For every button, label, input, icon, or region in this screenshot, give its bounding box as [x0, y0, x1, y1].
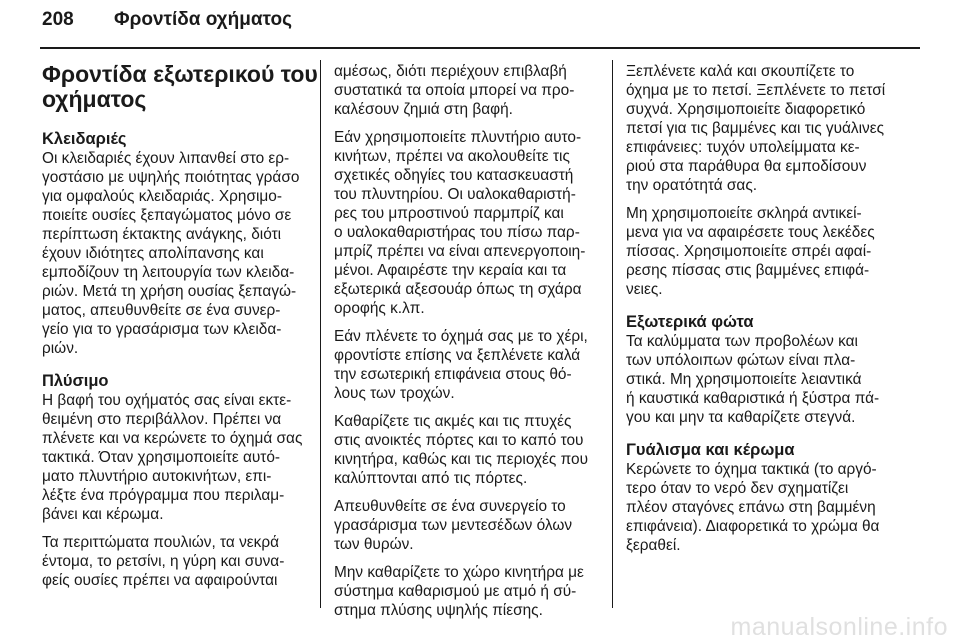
- text-line: ο υαλοκαθαριστήρας του πίσω παρ-: [334, 224, 580, 241]
- text-line: Οι κλειδαριές έχουν λιπανθεί στο ερ-: [42, 150, 290, 167]
- text-line: επιφάνειες: τυχόν υπολείμματα κε-: [626, 139, 860, 156]
- text-line: πίσσας. Χρησιμοποιείτε σπρέι αφαί-: [626, 243, 872, 260]
- text-line: έντομα, το ρετσίνι, η γύρη και συνα-: [42, 553, 285, 570]
- text-line: γοστάσιο με υψηλής ποιότητας γράσο: [42, 169, 300, 186]
- text-line: οροφής κ.λπ.: [334, 300, 425, 317]
- header-rule: [40, 47, 920, 49]
- text-line: σχετικές οδηγίες του κατασκευαστή: [334, 167, 574, 184]
- running-title: Φροντίδα οχήματος: [114, 9, 292, 30]
- paragraph: [334, 497, 602, 554]
- text-line: Κερώνετε το όχημα τακτικά (το αργό-: [626, 461, 877, 478]
- text-line: καλέσουν ζημιά στη βαφή.: [334, 101, 513, 118]
- paragraph: [334, 62, 602, 119]
- paragraph-polishing: [626, 460, 898, 555]
- paragraph: [334, 327, 602, 403]
- text-line: ξεραθεί.: [626, 537, 681, 554]
- text-line: Καθαρίζετε τις ακμές και τις πτυχές: [334, 413, 572, 430]
- text-line: Εάν πλένετε το όχημά σας με το χέρι,: [334, 328, 588, 345]
- text-line: επιφάνεια). Διαφορετικά το χρώμα θα: [626, 518, 880, 535]
- text-line: εξωτερικά αξεσουάρ όπως τη σχάρα: [334, 281, 582, 298]
- paragraph-washing-2: [42, 533, 306, 590]
- text-line: Εάν χρησιμοποιείτε πλυντήριο αυτο-: [334, 129, 582, 146]
- paragraph: [334, 563, 602, 620]
- text-line: φείς ουσίες πρέπει να αφαιρούνται: [42, 572, 278, 589]
- text-line: ή καυστικά καθαριστικά ή ξύστρα πά-: [626, 390, 880, 407]
- text-line: ριών.: [42, 340, 79, 357]
- paragraph: [626, 204, 898, 299]
- column-divider: [320, 60, 321, 608]
- heading-exterior-lights: Εξωτερικά φώτα: [626, 313, 754, 331]
- text-line: φροντίστε επίσης να ξεπλένετε καλά: [334, 347, 581, 364]
- text-line: πλέον σταγόνες επάνω στη βαμμένη: [626, 499, 876, 516]
- text-line: Τα περιττώματα πουλιών, τα νεκρά: [42, 534, 279, 551]
- heading-polishing: Γυάλισμα και κέρωμα: [626, 441, 795, 459]
- text-line: συχνά. Χρησιμοποιείτε διαφορετικό: [626, 101, 866, 118]
- section-title-line: οχήματος: [42, 86, 147, 112]
- text-line: νειες.: [626, 281, 663, 298]
- text-line: γου και μην τα καθαρίζετε στεγνά.: [626, 409, 856, 426]
- column-divider: [612, 60, 613, 608]
- text-line: έχουν ιδιότητες απολίπανσης και: [42, 245, 264, 262]
- text-line: για ομφαλούς κλειδαριάς. Χρησιμο-: [42, 188, 282, 205]
- text-line: τακτικά. Όταν χρησιμοποιείτε αυτό-: [42, 449, 281, 466]
- text-line: τερο όταν το νερό δεν σχηματίζει: [626, 480, 849, 497]
- column-3: [626, 62, 898, 564]
- text-line: ματος, απευθυνθείτε σε ένα συνερ-: [42, 302, 281, 319]
- text-line: Η βαφή του οχήματός σας είναι εκτε-: [42, 392, 292, 409]
- text-line: αμέσως, διότι περιέχουν επιβλαβή: [334, 63, 567, 80]
- text-line: των θυρών.: [334, 536, 414, 553]
- text-line: Τα καλύμματα των προβολέων και: [626, 333, 858, 350]
- paragraph: [334, 412, 602, 488]
- page-header: [0, 0, 960, 48]
- text-line: καλύπτονται από τις πόρτες.: [334, 470, 528, 487]
- text-line: στικά. Μη χρησιμοποιείτε λειαντικά: [626, 371, 862, 388]
- text-line: την ορατότητά σας.: [626, 177, 758, 194]
- heading-locks: Κλειδαριές: [42, 130, 127, 148]
- text-line: ριών. Μετά τη χρήση ουσίας ξεπαγώ-: [42, 283, 297, 300]
- text-line: Μην καθαρίζετε το χώρο κινητήρα με: [334, 564, 584, 581]
- text-line: βάνει και κέρωμα.: [42, 506, 164, 523]
- text-line: λέξτε ένα πρόγραμμα που περιλαμ-: [42, 487, 285, 504]
- text-line: συστατικά τα οποία μπορεί να προ-: [334, 82, 575, 99]
- text-line: ρες του μπροστινού παρμπρίζ και: [334, 205, 564, 222]
- text-line: θειμένη στο περιβάλλον. Πρέπει να: [42, 411, 282, 428]
- text-line: ρεσης πίσσας στις βαμμένες επιφά-: [626, 262, 870, 279]
- section-title-line: Φροντίδα εξωτερικού του: [42, 61, 318, 87]
- text-line: πλένετε και να κερώνετε το όχημά σας: [42, 430, 303, 447]
- paragraph-washing-1: [42, 391, 306, 524]
- text-line: σύστημα καθαρισμού με ατμό ή σύ-: [334, 583, 577, 600]
- text-line: στημα πλύσης υψηλής πίεσης.: [334, 602, 543, 619]
- text-line: γείο για το γρασάρισμα των κλειδα-: [42, 321, 282, 338]
- text-line: των υπόλοιπων φώτων είναι πλα-: [626, 352, 856, 369]
- text-line: μπρίζ πρέπει να είναι απενεργοποιη-: [334, 243, 586, 260]
- column-1: [42, 61, 318, 599]
- text-line: ποιείτε ουσίες ξεπαγώματος μόνο σε: [42, 207, 292, 224]
- watermark: manualsonline.info: [730, 613, 948, 641]
- text-line: Απευθυνθείτε σε ένα συνεργείο το: [334, 498, 566, 515]
- text-line: Ξεπλένετε καλά και σκουπίζετε το: [626, 63, 855, 80]
- paragraph-exterior-lights: [626, 332, 898, 427]
- text-line: περίπτωση έκτακτης ανάγκης, διότι: [42, 226, 282, 243]
- text-line: γρασάρισμα των μεντεσέδων όλων: [334, 517, 573, 534]
- text-line: την εσωτερική επιφάνεια στους θό-: [334, 366, 572, 383]
- text-line: του πλυντηρίου. Οι υαλοκαθαριστή-: [334, 186, 576, 203]
- text-line: κινήτων, πρέπει να ακολουθείτε τις: [334, 148, 570, 165]
- text-line: κινητήρα, καθώς και τις περιοχές που: [334, 451, 588, 468]
- text-line: ριού στα παράθυρα θα εμποδίσουν: [626, 158, 867, 175]
- text-line: λους των τροχών.: [334, 385, 455, 402]
- text-line: στις ανοικτές πόρτες και το καπό του: [334, 432, 584, 449]
- text-line: πετσί για τις βαμμένες και τις γυάλινες: [626, 120, 885, 137]
- heading-washing: Πλύσιμο: [42, 372, 109, 390]
- paragraph: [334, 128, 602, 318]
- text-line: μένοι. Αφαιρέστε την κεραία και τα: [334, 262, 567, 279]
- text-line: μενα για να αφαιρέσετε τους λεκέδες: [626, 224, 875, 241]
- text-line: εμποδίζουν τη λειτουργία των κλειδα-: [42, 264, 295, 281]
- section-title: [42, 61, 318, 112]
- text-line: ματο πλυντήριο αυτοκινήτων, επι-: [42, 468, 272, 485]
- text-line: Μη χρησιμοποιείτε σκληρά αντικεί-: [626, 205, 862, 222]
- page-number: 208: [42, 9, 74, 30]
- paragraph-locks: [42, 149, 306, 358]
- column-2: [334, 62, 602, 629]
- text-line: όχημα με το πετσί. Ξεπλένετε το πετσί: [626, 82, 886, 99]
- paragraph: [626, 62, 898, 195]
